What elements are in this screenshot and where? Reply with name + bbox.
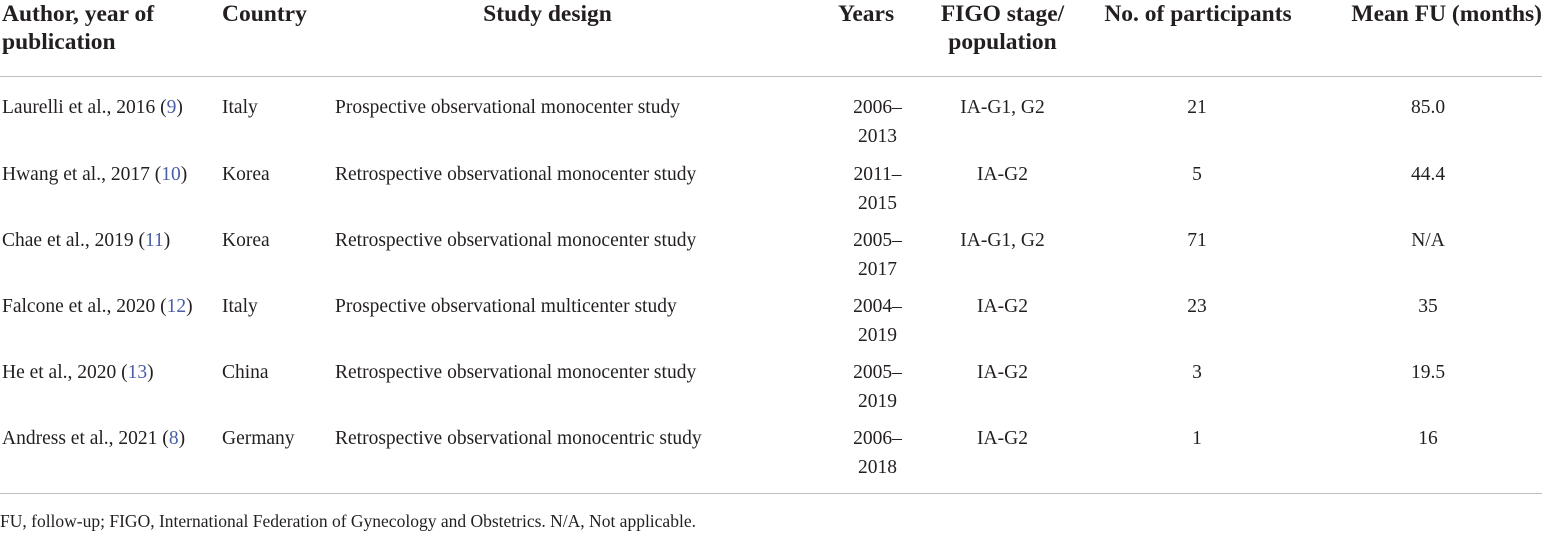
header-participants: No. of participants (1080, 0, 1314, 77)
cell-study-design: Retrospective observational monocenter study (335, 230, 697, 251)
header-mean-fu: Mean FU (months) (1314, 0, 1542, 77)
cell-years (830, 161, 925, 227)
cell-country: Italy (222, 97, 258, 118)
cell-participants: 71 (1187, 230, 1207, 251)
cell-mean-fu: 35 (1418, 296, 1438, 317)
cell-mean-fu: 85.0 (1410, 97, 1446, 118)
cell-participants: 5 (1192, 164, 1202, 185)
author-close: ) (176, 97, 183, 118)
author-close: ) (186, 296, 193, 317)
cell-figo: IA-G1, G2 (960, 230, 1045, 251)
cell-figo: IA-G2 (925, 425, 1080, 494)
author-text: Chae et al., 2019 ( (2, 230, 145, 251)
author-close: ) (178, 428, 186, 449)
reference-link[interactable]: 12 (166, 296, 187, 317)
cell-mean-fu: 19.5 (1410, 362, 1446, 383)
table-row (0, 359, 1542, 425)
cell-participants: 23 (1187, 296, 1207, 317)
reference-link[interactable]: 9 (166, 97, 177, 118)
cell-participants: 21 (1187, 97, 1207, 118)
header-country: Country (222, 0, 335, 77)
cell-figo: IA-G2 (977, 296, 1028, 317)
cell-mean-fu: 16 (1314, 425, 1542, 494)
years-end: 2013 (858, 125, 897, 147)
author-close: ) (147, 362, 154, 383)
reference-link[interactable]: 13 (127, 362, 148, 383)
header-study-design: Study design (335, 0, 830, 77)
cell-author (0, 293, 222, 359)
cell-author (0, 425, 222, 494)
table-row (0, 293, 1542, 359)
table-row (0, 77, 1542, 162)
table-footnote: FU, follow-up; FIGO, International Federation of Gynecology and Obstetrics. N/A, Not applicable. (0, 511, 696, 531)
author-close: ) (180, 164, 188, 185)
author-text: He et al., 2020 ( (2, 362, 128, 383)
cell-country: China (222, 362, 269, 383)
years-start: 2011– (853, 164, 902, 185)
years-start: 2005– (853, 230, 902, 251)
cell-mean-fu: 44.4 (1410, 164, 1446, 185)
author-text: Laurelli et al., 2016 ( (2, 97, 167, 118)
table-row (0, 425, 1542, 494)
years-start: 2004– (853, 296, 902, 317)
years-start: 2005– (853, 362, 902, 383)
cell-author (0, 359, 222, 425)
cell-participants: 1 (1080, 425, 1314, 494)
cell-author (0, 227, 222, 293)
years-end: 2019 (858, 390, 897, 412)
cell-country: Germany (222, 425, 335, 494)
author-text: Hwang et al., 2017 ( (2, 164, 162, 185)
author-text: Andress et al., 2021 ( (2, 428, 169, 449)
years-start: 2006– (853, 428, 902, 449)
cell-mean-fu: N/A (1411, 230, 1445, 251)
cell-study-design: Retrospective observational monocentric study (335, 425, 830, 494)
years-end: 2018 (858, 456, 897, 478)
cell-figo: IA-G2 (977, 362, 1028, 383)
table-body (0, 77, 1542, 494)
cell-country: Italy (222, 296, 258, 317)
reference-link[interactable]: 11 (144, 230, 164, 251)
table-header (0, 0, 1542, 77)
cell-years (830, 227, 925, 293)
years-end: 2015 (858, 192, 897, 214)
cell-years (830, 425, 925, 494)
cell-years (830, 359, 925, 425)
years-end: 2019 (858, 324, 897, 346)
reference-link[interactable]: 8 (168, 428, 179, 449)
reference-link[interactable]: 10 (161, 164, 181, 185)
table-row (0, 227, 1542, 293)
cell-years (830, 293, 925, 359)
cell-study-design: Retrospective observational monocenter study (335, 164, 697, 185)
cell-study-design: Retrospective observational monocenter study (335, 362, 697, 383)
header-figo-stage: FIGO stage/ population (925, 0, 1080, 77)
years-end: 2017 (858, 258, 897, 280)
cell-study-design: Prospective observational multicenter study (335, 296, 677, 317)
cell-author (0, 161, 222, 227)
author-text: Falcone et al., 2020 ( (2, 296, 167, 317)
header-years: Years (830, 0, 925, 77)
cell-figo: IA-G2 (977, 164, 1028, 185)
cell-figo: IA-G1, G2 (960, 97, 1045, 118)
header-row (0, 0, 1542, 77)
cell-years (830, 77, 925, 162)
cell-author (0, 77, 222, 162)
years-start: 2006– (853, 97, 902, 118)
cell-country: Korea (222, 230, 270, 251)
cell-participants: 3 (1192, 362, 1202, 383)
cell-study-design: Prospective observational monocenter study (335, 97, 680, 118)
table-row (0, 161, 1542, 227)
cell-country: Korea (222, 164, 270, 185)
header-author: Author, year of publication (0, 0, 222, 77)
author-close: ) (163, 230, 171, 251)
